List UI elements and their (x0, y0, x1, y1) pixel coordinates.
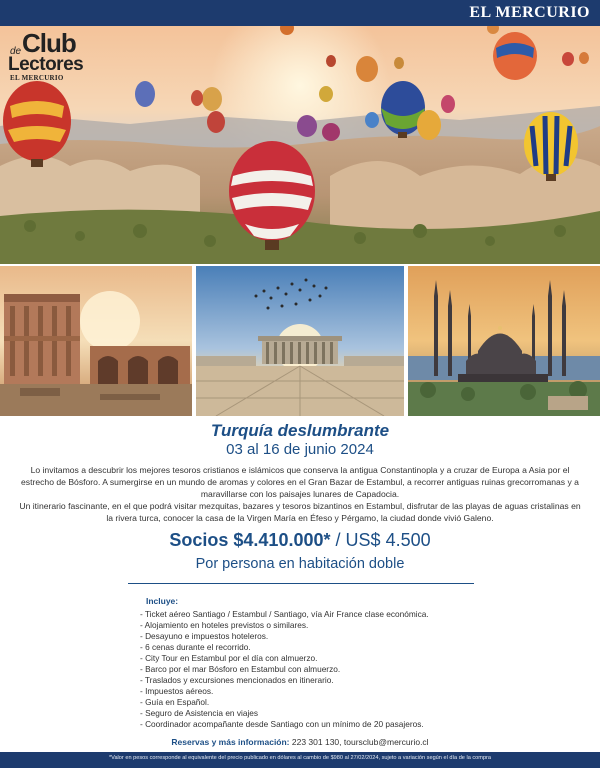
photo-blue-mosque (408, 266, 600, 416)
offer-title: Turquía deslumbrante (210, 421, 390, 440)
fine-print: *Valor en pesos corresponde al equivalente del precio publicado en dólares al cambio de $980 al 27/02/2024, sujeto a variación según el día de la compra (108, 755, 492, 761)
list-item: - Desayuno e impuestos hoteleros. (140, 631, 269, 641)
reservations-contact[interactable]: 223 301 130, toursclub@mercurio.cl (291, 737, 429, 747)
price-line (0, 530, 600, 551)
price-socios: Socios $4.410.000* (169, 530, 331, 550)
reservations-line (0, 737, 600, 747)
includes-list (140, 609, 560, 730)
price-usd: US$ 4.500 (345, 530, 431, 550)
description-paragraph-1: Lo invitamos a descubrir los mejores tesoros cristianos e islámicos que conserva la antigua Constantinopla y a cruzar de Europa a Asia por el estrecho de Bósforo. A sumergirse en un mundo de aromas y colores en el Gran Bazar de Estambul, a recorrer antiguas ruinas grecorromanas y a maravillarse con los paisajes lunares de Capadocia. (21, 465, 579, 499)
description-paragraph-2: Un itinerario fascinante, en el que podrá visitar mezquitas, bazares y tesoros bizantinos en Estambul, disfrutar de las playas de aguas cristalinas en la rivera turca, conocer la casa de la Virgen María en Éfeso y Pérgamo, la ciudad donde vivió Galeno. (19, 501, 581, 523)
photo-mausoleum-birds (196, 266, 404, 416)
logo-newspaper-text: EL MERCURIO (10, 74, 64, 82)
logo-club-text: Club (22, 28, 76, 58)
includes-section (140, 596, 560, 730)
club-de-lectores-logo (6, 28, 86, 82)
list-item: - Seguro de Asistencia en viajes (140, 708, 259, 718)
logo-lectores-text: Lectores (8, 54, 84, 75)
photo-library-ruins (0, 266, 192, 416)
list-item: - Ticket aéreo Santiago / Estambul / Santiago, vía Air France clase económica. (140, 609, 429, 619)
reservations-label: Reservas y más información: (171, 737, 290, 747)
list-item: - Traslados y excursiones mencionados en itinerario. (140, 675, 334, 685)
list-item: - Coordinador acompañante desde Santiago con un mínimo de 20 pasajeros. (140, 719, 424, 729)
divider (128, 583, 474, 584)
list-item: - Barco por el mar Bósforo en Estambul con almuerzo. (140, 664, 341, 674)
list-item: - Alojamiento en hoteles previstos o similares. (140, 620, 309, 630)
header-bar (0, 0, 600, 26)
list-item: - Guía en Español. (140, 697, 210, 707)
hero-balloons-image (0, 26, 600, 264)
price-separator: / (335, 530, 341, 550)
list-item: - 6 cenas durante el recorrido. (140, 642, 251, 652)
price-per-person: Por persona en habitación doble (195, 556, 405, 572)
footer-bar (0, 752, 600, 768)
list-item: - Impuestos aéreos. (140, 686, 214, 696)
logo-de-text: de (10, 46, 22, 57)
includes-heading: Incluye: (146, 596, 179, 606)
offer-description (16, 464, 584, 524)
photo-strip (0, 266, 600, 416)
list-item: - City Tour en Estambul por el día con almuerzo. (140, 653, 318, 663)
offer-dates: 03 al 16 de junio 2024 (226, 441, 374, 458)
newspaper-brand: EL MERCURIO (469, 4, 590, 21)
